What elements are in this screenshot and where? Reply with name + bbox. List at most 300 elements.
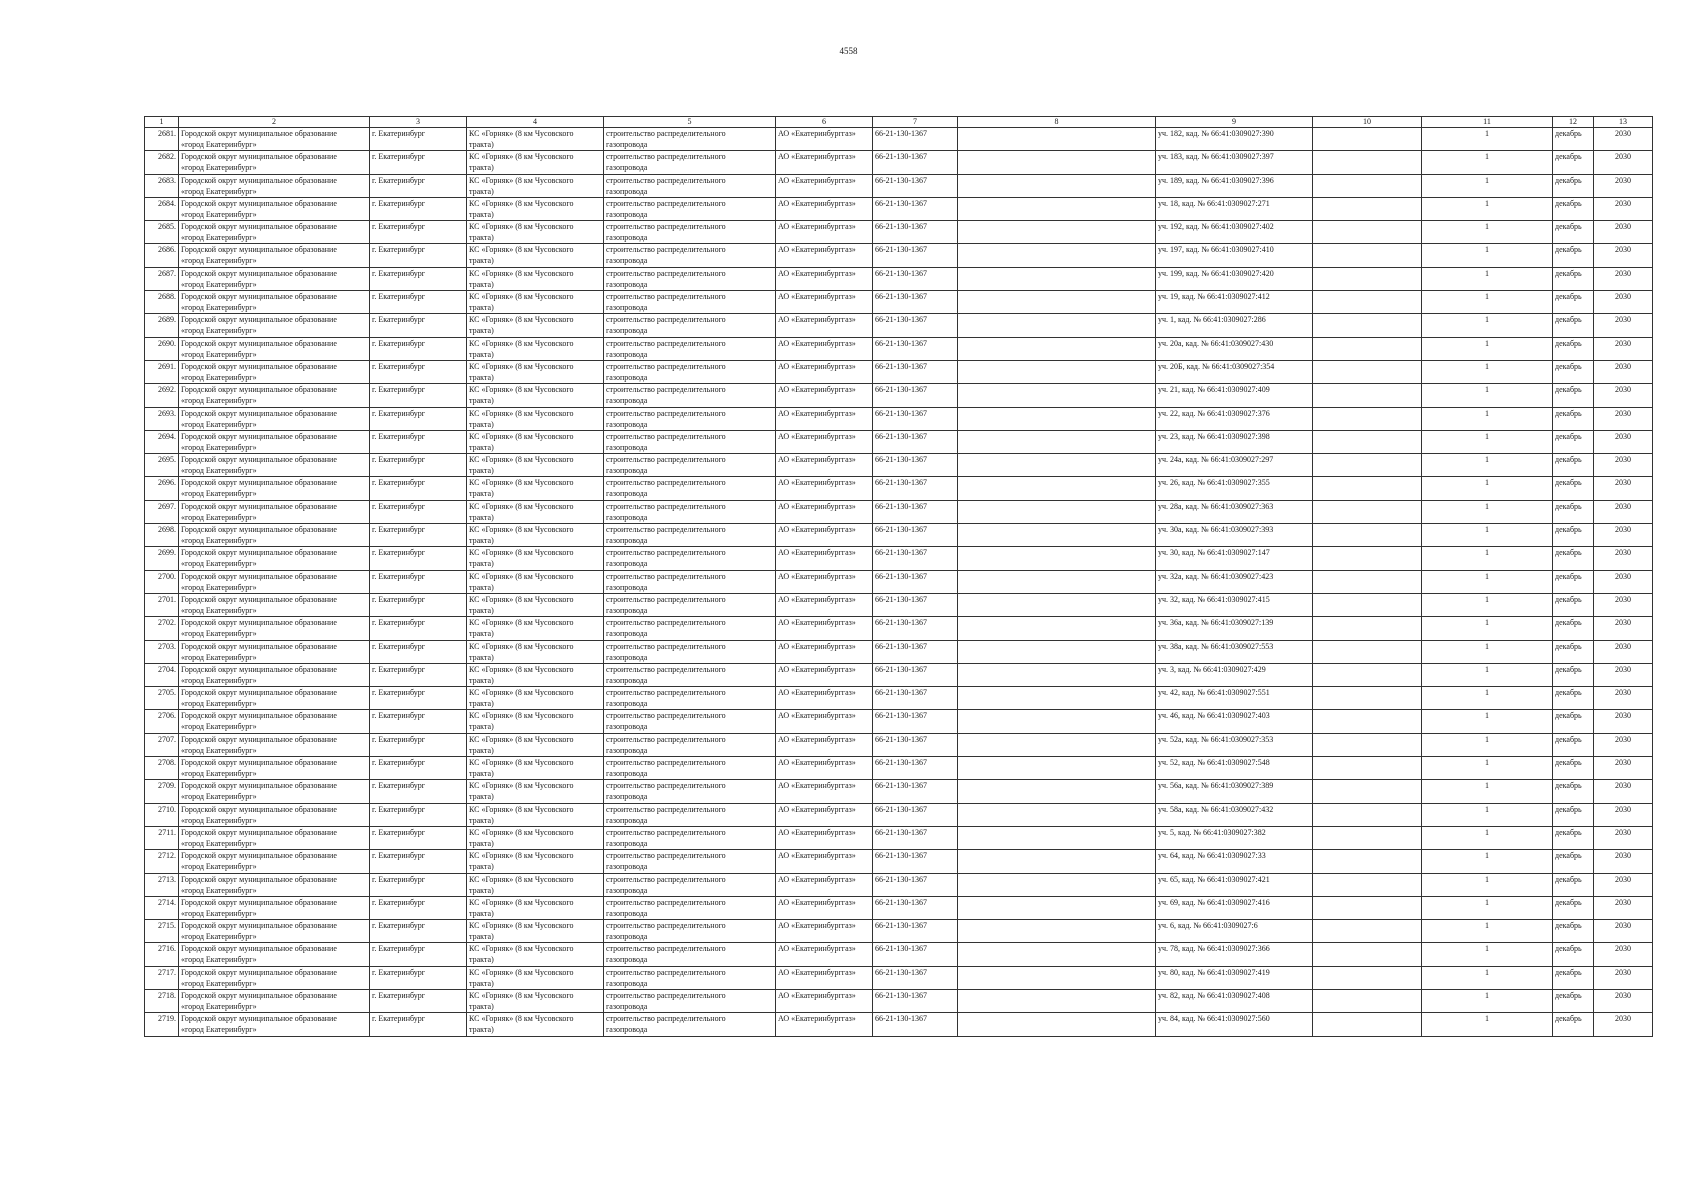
operator-cell: АО «Екатеринбурггаз» [776,337,873,360]
work-cell-line: газопровода [606,419,648,429]
quantity-cell: 1 [1422,454,1553,477]
object-cell [467,850,604,873]
work-cell-line: строительство распределительного [606,594,726,604]
code-cell: 66-21-130-1367 [873,757,958,780]
object-cell-line: КС «Горняк» (8 км Чусовского [469,268,574,278]
plot-cell: уч. 69, кад. № 66:41:0309027:416 [1156,896,1313,919]
quantity-cell: 1 [1422,663,1553,686]
plot-cell: уч. 1, кад. № 66:41:0309027:286 [1156,314,1313,337]
row-number: 2714. [145,896,179,919]
object-cell [467,384,604,407]
row-number: 2689. [145,314,179,337]
row-number: 2686. [145,244,179,267]
column-header: 10 [1313,117,1422,128]
work-cell [604,174,776,197]
operator-cell: АО «Екатеринбурггаз» [776,221,873,244]
object-cell-line: КС «Горняк» (8 км Чусовского [469,688,574,698]
quantity-cell: 1 [1422,407,1553,430]
month-cell: декабрь [1553,1013,1594,1036]
municipality-cell-line: «город Екатеринбург» [181,908,257,918]
work-cell-line: газопровода [606,559,648,569]
municipality-cell [179,570,370,593]
operator-cell: АО «Екатеринбурггаз» [776,128,873,151]
object-cell-line: тракта) [469,186,494,196]
month-cell: декабрь [1553,850,1594,873]
work-cell [604,989,776,1012]
work-cell [604,407,776,430]
empty-cell [1313,757,1422,780]
object-cell [467,593,604,616]
month-cell: декабрь [1553,640,1594,663]
object-cell [467,174,604,197]
work-cell-line: строительство распределительного [606,478,726,488]
empty-cell [958,617,1156,640]
plot-cell: уч. 26, кад. № 66:41:0309027:355 [1156,477,1313,500]
object-cell [467,197,604,220]
object-cell-line: тракта) [469,745,494,755]
page-number: 4558 [839,46,858,56]
code-cell: 66-21-130-1367 [873,687,958,710]
object-cell-line: КС «Горняк» (8 км Чусовского [469,967,574,977]
year-cell: 2030 [1594,221,1653,244]
month-cell: декабрь [1553,151,1594,174]
work-cell [604,477,776,500]
municipality-cell-line: «город Екатеринбург» [181,838,257,848]
object-cell [467,360,604,383]
quantity-cell: 1 [1422,314,1553,337]
object-cell [467,663,604,686]
municipality-cell-line: Городской округ муниципальное образование [181,781,337,791]
work-cell-line: строительство распределительного [606,758,726,768]
object-cell [467,757,604,780]
month-cell: декабрь [1553,477,1594,500]
column-header: 9 [1156,117,1313,128]
empty-cell [1313,454,1422,477]
work-cell [604,966,776,989]
object-cell-line: КС «Горняк» (8 км Чусовского [469,245,574,255]
work-cell-line: газопровода [606,629,648,639]
object-cell-line: тракта) [469,955,494,965]
plot-cell: уч. 21, кад. № 66:41:0309027:409 [1156,384,1313,407]
year-cell: 2030 [1594,174,1653,197]
empty-cell [1313,943,1422,966]
month-cell: декабрь [1553,757,1594,780]
month-cell: декабрь [1553,267,1594,290]
city-cell: г. Екатеринбург [370,291,467,314]
municipality-cell [179,896,370,919]
work-cell [604,384,776,407]
quantity-cell: 1 [1422,640,1553,663]
plot-cell: уч. 78, кад. № 66:41:0309027:366 [1156,943,1313,966]
work-cell-line: газопровода [606,186,648,196]
quantity-cell: 1 [1422,197,1553,220]
month-cell: декабрь [1553,989,1594,1012]
object-cell-line: КС «Горняк» (8 км Чусовского [469,455,574,465]
municipality-cell-line: «город Екатеринбург» [181,489,257,499]
work-cell-line: строительство распределительного [606,641,726,651]
work-cell-line: газопровода [606,1025,648,1035]
row-number: 2705. [145,687,179,710]
city-cell: г. Екатеринбург [370,244,467,267]
plot-cell: уч. 183, кад. № 66:41:0309027:397 [1156,151,1313,174]
code-cell: 66-21-130-1367 [873,617,958,640]
row-number: 2697. [145,500,179,523]
row-number: 2688. [145,291,179,314]
operator-cell: АО «Екатеринбурггаз» [776,524,873,547]
object-cell-line: тракта) [469,629,494,639]
city-cell: г. Екатеринбург [370,873,467,896]
work-cell-line: строительство распределительного [606,804,726,814]
municipality-cell-line: Городской округ муниципальное образование [181,990,337,1000]
work-cell [604,663,776,686]
plot-cell: уч. 18, кад. № 66:41:0309027:271 [1156,197,1313,220]
year-cell: 2030 [1594,640,1653,663]
municipality-cell-line: «город Екатеринбург» [181,582,257,592]
object-cell-line: тракта) [469,466,494,476]
work-cell [604,500,776,523]
municipality-cell-line: Городской округ муниципальное образование [181,1014,337,1024]
object-cell-line: тракта) [469,722,494,732]
work-cell-line: газопровода [606,885,648,895]
object-cell-line: КС «Горняк» (8 км Чусовского [469,501,574,511]
empty-cell [1313,337,1422,360]
work-cell-line: строительство распределительного [606,571,726,581]
municipality-cell [179,593,370,616]
year-cell: 2030 [1594,360,1653,383]
table-row [145,640,1653,663]
object-cell [467,500,604,523]
empty-cell [1313,221,1422,244]
table-row [145,128,1653,151]
quantity-cell: 1 [1422,989,1553,1012]
municipality-cell [179,710,370,733]
work-cell-line: газопровода [606,745,648,755]
table-row [145,1013,1653,1036]
work-cell-line: газопровода [606,605,648,615]
municipality-cell-line: Городской округ муниципальное образование [181,618,337,628]
object-cell-line: КС «Горняк» (8 км Чусовского [469,478,574,488]
municipality-cell-line: Городской округ муниципальное образование [181,455,337,465]
city-cell: г. Екатеринбург [370,593,467,616]
operator-cell: АО «Екатеринбурггаз» [776,920,873,943]
empty-cell [1313,920,1422,943]
operator-cell: АО «Екатеринбурггаз» [776,430,873,453]
municipality-cell [179,337,370,360]
municipality-cell-line: Городской округ муниципальное образование [181,478,337,488]
table-row [145,454,1653,477]
month-cell: декабрь [1553,174,1594,197]
object-cell-line: КС «Горняк» (8 км Чусовского [469,897,574,907]
work-cell-line: строительство распределительного [606,967,726,977]
city-cell: г. Екатеринбург [370,780,467,803]
empty-cell [1313,803,1422,826]
municipality-cell-line: «город Екатеринбург» [181,442,257,452]
empty-cell [1313,360,1422,383]
municipality-cell [179,244,370,267]
municipality-cell [179,663,370,686]
code-cell: 66-21-130-1367 [873,337,958,360]
operator-cell: АО «Екатеринбурггаз» [776,267,873,290]
quantity-cell: 1 [1422,570,1553,593]
year-cell: 2030 [1594,989,1653,1012]
municipality-cell [179,430,370,453]
work-cell-line: газопровода [606,279,648,289]
plot-cell: уч. 28а, кад. № 66:41:0309027:363 [1156,500,1313,523]
object-cell-line: тракта) [469,349,494,359]
object-cell-line: тракта) [469,792,494,802]
work-cell [604,850,776,873]
work-cell [604,291,776,314]
municipality-cell-line: «город Екатеринбург» [181,186,257,196]
object-cell [467,244,604,267]
object-cell-line: КС «Горняк» (8 км Чусовского [469,571,574,581]
year-cell: 2030 [1594,966,1653,989]
month-cell: декабрь [1553,407,1594,430]
code-cell: 66-21-130-1367 [873,640,958,663]
empty-cell [1313,850,1422,873]
object-cell-line: тракта) [469,512,494,522]
code-cell: 66-21-130-1367 [873,710,958,733]
quantity-cell: 1 [1422,617,1553,640]
table-row [145,733,1653,756]
empty-cell [958,174,1156,197]
operator-cell: АО «Екатеринбурггаз» [776,710,873,733]
municipality-cell [179,174,370,197]
city-cell: г. Екатеринбург [370,989,467,1012]
municipality-cell [179,803,370,826]
municipality-cell-line: «город Екатеринбург» [181,349,257,359]
code-cell: 66-21-130-1367 [873,663,958,686]
empty-cell [958,966,1156,989]
object-cell [467,221,604,244]
municipality-cell-line: Городской округ муниципальное образование [181,944,337,954]
code-cell: 66-21-130-1367 [873,128,958,151]
object-cell-line: тракта) [469,256,494,266]
object-cell-line: КС «Горняк» (8 км Чусовского [469,874,574,884]
work-cell-line: строительство распределительного [606,734,726,744]
work-cell-line: строительство распределительного [606,385,726,395]
municipality-cell-line: «город Екатеринбург» [181,326,257,336]
object-cell-line: КС «Горняк» (8 км Чусовского [469,431,574,441]
empty-cell [958,151,1156,174]
object-cell [467,291,604,314]
object-cell [467,570,604,593]
municipality-cell [179,687,370,710]
month-cell: декабрь [1553,384,1594,407]
year-cell: 2030 [1594,593,1653,616]
city-cell: г. Екатеринбург [370,197,467,220]
quantity-cell: 1 [1422,267,1553,290]
work-cell-line: строительство распределительного [606,129,726,138]
work-cell-line: строительство распределительного [606,268,726,278]
municipality-cell [179,477,370,500]
object-cell-line: тракта) [469,419,494,429]
work-cell-line: строительство распределительного [606,175,726,185]
column-header: 11 [1422,117,1553,128]
plot-cell: уч. 30, кад. № 66:41:0309027:147 [1156,547,1313,570]
operator-cell: АО «Екатеринбурггаз» [776,197,873,220]
empty-cell [958,989,1156,1012]
work-cell-line: строительство распределительного [606,711,726,721]
municipality-cell-line: Городской округ муниципальное образование [181,222,337,232]
quantity-cell: 1 [1422,850,1553,873]
work-cell-line: газопровода [606,838,648,848]
quantity-cell: 1 [1422,803,1553,826]
plot-cell: уч. 20а, кад. № 66:41:0309027:430 [1156,337,1313,360]
work-cell [604,920,776,943]
plot-cell: уч. 42, кад. № 66:41:0309027:551 [1156,687,1313,710]
municipality-cell-line: Городской округ муниципальное образование [181,967,337,977]
row-number: 2711. [145,826,179,849]
municipality-cell-line: «город Екатеринбург» [181,279,257,289]
municipality-cell-line: Городской округ муниципальное образование [181,734,337,744]
code-cell: 66-21-130-1367 [873,407,958,430]
month-cell: декабрь [1553,197,1594,220]
month-cell: декабрь [1553,733,1594,756]
code-cell: 66-21-130-1367 [873,477,958,500]
month-cell: декабрь [1553,617,1594,640]
empty-cell [958,547,1156,570]
month-cell: декабрь [1553,896,1594,919]
row-number: 2713. [145,873,179,896]
work-cell-line: газопровода [606,489,648,499]
object-cell-line: КС «Горняк» (8 км Чусовского [469,618,574,628]
quantity-cell: 1 [1422,244,1553,267]
city-cell: г. Екатеринбург [370,500,467,523]
municipality-cell-line: Городской округ муниципальное образование [181,688,337,698]
code-cell: 66-21-130-1367 [873,850,958,873]
municipality-cell-line: Городской округ муниципальное образование [181,431,337,441]
municipality-cell-line: Городской округ муниципальное образование [181,129,337,138]
object-cell-line: тракта) [469,140,494,149]
plot-cell: уч. 52, кад. № 66:41:0309027:548 [1156,757,1313,780]
operator-cell: АО «Екатеринбурггаз» [776,547,873,570]
work-cell-line: строительство распределительного [606,222,726,232]
year-cell: 2030 [1594,151,1653,174]
column-header: 3 [370,117,467,128]
month-cell: декабрь [1553,593,1594,616]
month-cell: декабрь [1553,337,1594,360]
plot-cell: уч. 197, кад. № 66:41:0309027:410 [1156,244,1313,267]
column-header: 4 [467,117,604,128]
municipality-cell-line: Городской округ муниципальное образование [181,851,337,861]
plot-cell: уч. 38а, кад. № 66:41:0309027:553 [1156,640,1313,663]
empty-cell [1313,780,1422,803]
work-cell-line: газопровода [606,908,648,918]
object-cell-line: тракта) [469,442,494,452]
table-row [145,593,1653,616]
operator-cell: АО «Екатеринбурггаз» [776,570,873,593]
municipality-cell [179,943,370,966]
municipality-cell [179,547,370,570]
operator-cell: АО «Екатеринбурггаз» [776,943,873,966]
code-cell: 66-21-130-1367 [873,524,958,547]
empty-cell [958,407,1156,430]
empty-cell [958,757,1156,780]
operator-cell: АО «Екатеринбурггаз» [776,826,873,849]
municipality-cell-line: «город Екатеринбург» [181,932,257,942]
operator-cell: АО «Екатеринбурггаз» [776,687,873,710]
plot-cell: уч. 192, кад. № 66:41:0309027:402 [1156,221,1313,244]
operator-cell: АО «Екатеринбурггаз» [776,384,873,407]
work-cell [604,803,776,826]
work-cell-line: газопровода [606,396,648,406]
city-cell: г. Екатеринбург [370,267,467,290]
row-number: 2684. [145,197,179,220]
row-number: 2715. [145,920,179,943]
object-cell-line: тракта) [469,978,494,988]
object-cell [467,687,604,710]
empty-cell [958,477,1156,500]
quantity-cell: 1 [1422,780,1553,803]
table-row [145,151,1653,174]
object-cell-line: тракта) [469,209,494,219]
year-cell: 2030 [1594,524,1653,547]
empty-cell [1313,430,1422,453]
city-cell: г. Екатеринбург [370,850,467,873]
municipality-cell-line: Городской округ муниципальное образование [181,525,337,535]
municipality-cell-line: Городской округ муниципальное образование [181,758,337,768]
code-cell: 66-21-130-1367 [873,780,958,803]
operator-cell: АО «Екатеринбурггаз» [776,873,873,896]
object-cell [467,989,604,1012]
code-cell: 66-21-130-1367 [873,593,958,616]
row-number: 2691. [145,360,179,383]
work-cell-line: строительство распределительного [606,990,726,1000]
row-number: 2707. [145,733,179,756]
work-cell-line: строительство распределительного [606,455,726,465]
object-cell [467,873,604,896]
municipality-cell-line: Городской округ муниципальное образование [181,897,337,907]
year-cell: 2030 [1594,873,1653,896]
year-cell: 2030 [1594,826,1653,849]
plot-cell: уч. 30а, кад. № 66:41:0309027:393 [1156,524,1313,547]
municipality-cell-line: «город Екатеринбург» [181,815,257,825]
row-number: 2712. [145,850,179,873]
municipality-cell [179,920,370,943]
empty-cell [1313,617,1422,640]
register-table [144,116,1653,1037]
month-cell: декабрь [1553,291,1594,314]
object-cell [467,920,604,943]
quantity-cell: 1 [1422,920,1553,943]
municipality-cell-line: Городской округ муниципальное образование [181,245,337,255]
code-cell: 66-21-130-1367 [873,570,958,593]
empty-cell [958,570,1156,593]
municipality-cell [179,826,370,849]
object-cell-line: тракта) [469,885,494,895]
object-cell-line: КС «Горняк» (8 км Чусовского [469,990,574,1000]
month-cell: декабрь [1553,920,1594,943]
plot-cell: уч. 65, кад. № 66:41:0309027:421 [1156,873,1313,896]
code-cell: 66-21-130-1367 [873,966,958,989]
operator-cell: АО «Екатеринбурггаз» [776,500,873,523]
year-cell: 2030 [1594,267,1653,290]
municipality-cell-line: «город Екатеринбург» [181,885,257,895]
city-cell: г. Екатеринбург [370,128,467,151]
object-cell-line: тракта) [469,652,494,662]
object-cell-line: тракта) [469,489,494,499]
municipality-cell-line: «город Екатеринбург» [181,699,257,709]
object-cell-line: КС «Горняк» (8 км Чусовского [469,152,574,162]
empty-cell [958,454,1156,477]
empty-cell [1313,244,1422,267]
object-cell-line: КС «Горняк» (8 км Чусовского [469,315,574,325]
column-header: 12 [1553,117,1594,128]
work-cell-line: строительство распределительного [606,664,726,674]
city-cell: г. Екатеринбург [370,687,467,710]
plot-cell: уч. 189, кад. № 66:41:0309027:396 [1156,174,1313,197]
